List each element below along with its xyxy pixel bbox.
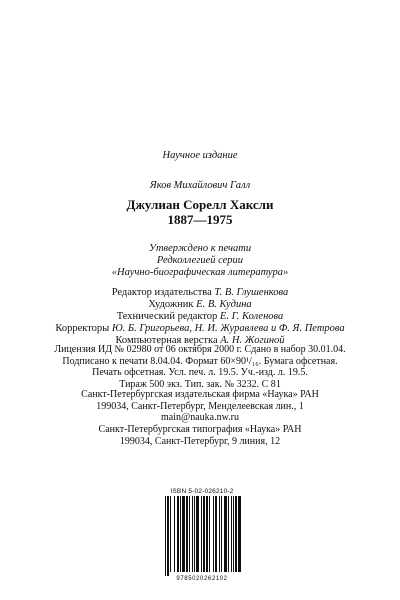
license-line: Лицензия ИД № 02980 от 06 октября 2000 г. Сдано в набор 30.01.04. <box>54 344 346 355</box>
barcode-bar <box>170 496 171 572</box>
credit-name: Ю. Б. Григорьева, Н. И. Журавлева и Ф. Я. Петрова <box>111 323 345 334</box>
isbn-text: ISBN 5-02-026210-2 <box>170 488 234 495</box>
barcode-block <box>160 488 244 584</box>
publisher-email: main@nauka.nw.ru <box>161 412 239 423</box>
license-line: Тираж 500 экз. Тип. зак. № 3232. С 81 <box>119 378 281 390</box>
credit-role: Корректоры <box>55 323 110 334</box>
barcode-bar <box>221 496 222 572</box>
credit-role: Технический редактор <box>116 311 218 322</box>
credit-name: Т. В. Глушенкова <box>214 287 289 298</box>
credit-name: Е. В. Кудина <box>196 299 252 310</box>
barcode-bar <box>194 496 195 572</box>
publisher-line: 199034, Санкт-Петербург, Менделеевская лин., 1 <box>96 400 304 412</box>
license-line: Печать офсетная. Усл. печ. л. 19.5. Уч.-изд. л. 19.5. <box>92 367 308 378</box>
credit-name: Е. Г. Коленова <box>219 311 284 322</box>
credit-line <box>0 311 400 323</box>
credit-role: Художник <box>148 299 194 310</box>
credit-name: А. Н. Жогиной <box>220 335 285 346</box>
barcode-bar <box>228 496 229 572</box>
credit-line <box>0 299 400 311</box>
barcode-bar <box>167 496 169 576</box>
barcode-bar <box>174 496 175 572</box>
barcode-bar <box>213 496 214 572</box>
barcode-bar <box>209 496 210 572</box>
credit-line <box>0 323 400 335</box>
barcode-bar <box>238 496 241 572</box>
printer-line: Санкт-Петербургская типография «Наука» РАН <box>98 424 302 435</box>
license-block <box>0 344 400 390</box>
barcode-bar <box>189 496 190 572</box>
publisher-line: Санкт-Петербургская издательская фирма «Наука» РАН <box>81 389 319 400</box>
book-title: Джулиан Сорелл Хаксли <box>126 197 274 212</box>
approval-line: Утверждено к печати <box>148 243 252 254</box>
barcode-bar <box>206 496 208 572</box>
author-name: Яков Михайлович Галл <box>149 180 251 191</box>
barcode-number: 9785020262102 <box>176 576 228 582</box>
book-years: 1887—1975 <box>167 212 233 227</box>
credits-block <box>0 287 400 347</box>
barcode-bar <box>224 496 227 572</box>
license-line: Подписано к печати 8.04.04. Формат 60×90¹/₁₆. Бумага офсетная. <box>62 355 338 367</box>
approval-line: Редколлегией серии <box>156 255 244 266</box>
barcode-bar <box>235 496 237 572</box>
barcode-bar <box>231 496 232 572</box>
credit-role: Компьютерная верстка <box>115 335 218 346</box>
barcode-bar <box>201 496 202 572</box>
approval-block <box>0 243 400 279</box>
barcode-bar <box>196 496 199 572</box>
barcode-bar <box>233 496 234 572</box>
printer-block <box>0 424 400 447</box>
credit-line <box>0 287 400 299</box>
barcode-bar <box>192 496 193 572</box>
barcode-bar <box>177 496 179 572</box>
barcode-bar <box>215 496 217 572</box>
barcode-bar <box>203 496 205 572</box>
barcode-bars <box>163 496 241 576</box>
approval-line: «Научно-биографическая литература» <box>111 267 289 278</box>
barcode-bar <box>186 496 188 572</box>
printer-line: 199034, Санкт-Петербург, 9 линия, 12 <box>119 435 281 447</box>
barcode-bar <box>182 496 185 572</box>
barcode-bar <box>180 496 181 572</box>
credit-role: Редактор издательства <box>111 287 212 298</box>
edition-type: Научное издание <box>162 150 238 161</box>
barcode-bar <box>165 496 166 576</box>
publisher-block <box>0 389 400 424</box>
barcode-bar <box>219 496 220 572</box>
